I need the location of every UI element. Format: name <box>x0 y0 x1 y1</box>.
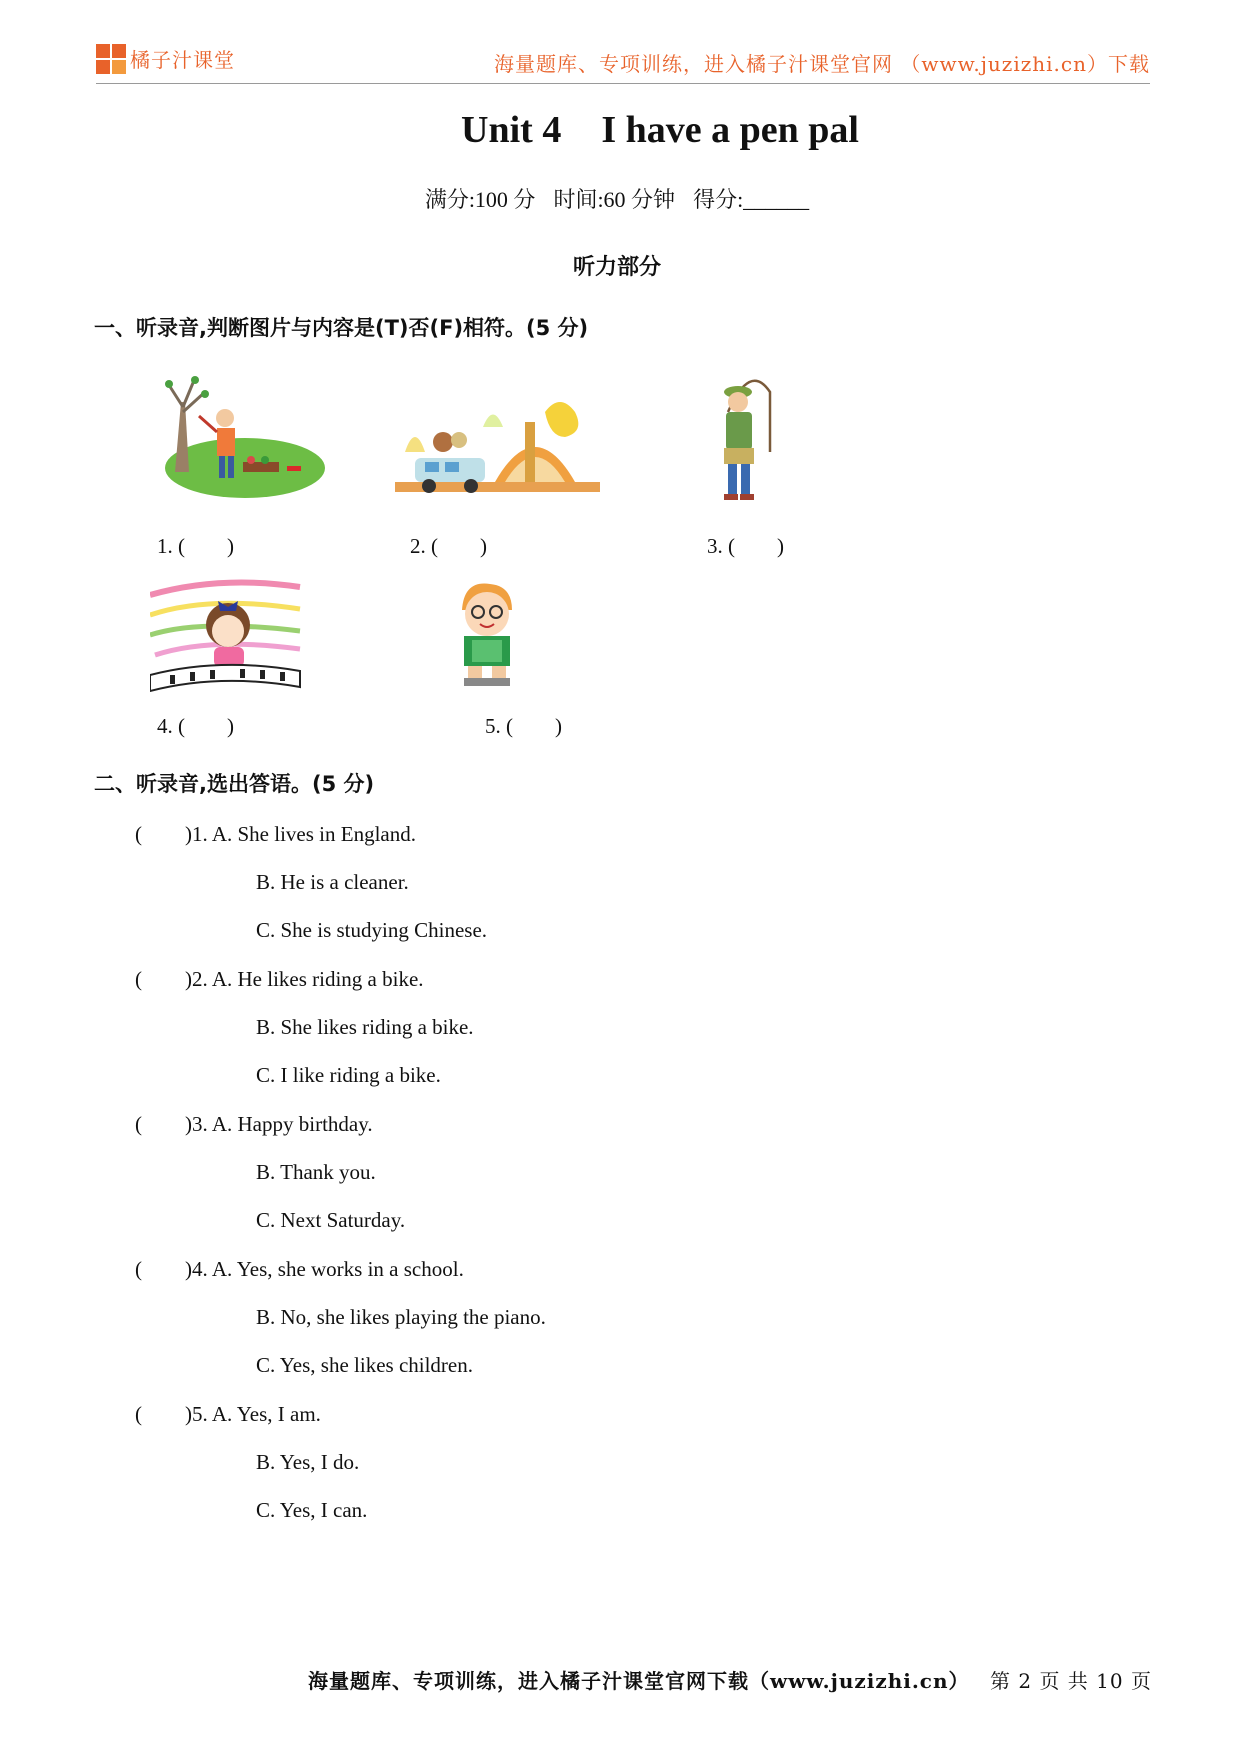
page-title <box>0 108 1240 152</box>
header-divider <box>96 83 1150 84</box>
part1-heading: 一、听录音,判断图片与内容是(T)否(F)相符。(5 分) <box>94 316 589 340</box>
question-4-bracket: ( <box>135 1257 142 1281</box>
gardening-picture-icon <box>155 372 325 502</box>
part2-heading: 二、听录音,选出答语。(5 分) <box>94 772 375 796</box>
picture-4-answer: 4. ( ) <box>157 714 234 738</box>
question-2-option-c: C. I like riding a bike. <box>256 1063 441 1087</box>
full-score: 满分:100 分 <box>424 187 536 212</box>
page-number: 第 2 页 共 10 页 <box>990 1669 1152 1693</box>
picture-1-answer: 1. ( ) <box>157 534 234 558</box>
question-4-option-a: )4. A. Yes, she works in a school. <box>185 1257 464 1281</box>
question-5-option-c: C. Yes, I can. <box>256 1498 368 1522</box>
question-2-bracket: ( <box>135 967 142 991</box>
question-5-bracket: ( <box>135 1402 142 1426</box>
question-5-option-a: )5. A. Yes, I am. <box>185 1402 321 1426</box>
footer-text: 海量题库、专项训练，进入橘子汁课堂官网下载（www.juzizhi.cn） <box>308 1669 970 1693</box>
question-1-option-b: B. He is a cleaner. <box>256 870 409 894</box>
reading-boy-picture-icon <box>450 580 525 690</box>
question-4-option-c: C. Yes, she likes children. <box>256 1353 473 1377</box>
question-3-option-c: C. Next Saturday. <box>256 1208 406 1232</box>
question-3-option-b: B. Thank you. <box>256 1160 376 1184</box>
question-3-bracket: ( <box>135 1112 142 1136</box>
logo-text: 橘子汁课堂 <box>130 48 235 72</box>
section-heading: 听力部分 <box>572 255 661 280</box>
model-toys-picture-icon <box>395 392 605 502</box>
question-2-option-a: )2. A. He likes riding a bike. <box>185 967 424 991</box>
piano-girl-picture-icon <box>150 575 305 695</box>
question-1-option-c: C. She is studying Chinese. <box>256 918 488 942</box>
fishing-boy-picture-icon <box>710 372 790 507</box>
title-name: I have a pen pal <box>601 109 859 151</box>
question-1-option-a: )1. A. She lives in England. <box>185 822 416 846</box>
header-slogan: 海量题库、专项训练，进入橘子汁课堂官网 （www.juzizhi.cn）下载 <box>494 52 1150 76</box>
question-3-option-a: )3. A. Happy birthday. <box>185 1112 373 1136</box>
score-blank: 得分:______ <box>693 187 810 212</box>
title-unit: Unit 4 <box>461 109 562 151</box>
question-1 <box>135 822 416 847</box>
picture-5-answer: 5. ( ) <box>485 714 562 738</box>
time-limit: 时间:60 分钟 <box>553 187 676 212</box>
picture-3-answer: 3. ( ) <box>707 534 784 558</box>
logo-icon <box>96 44 126 74</box>
question-1-bracket: ( <box>135 822 142 846</box>
question-2 <box>135 967 424 992</box>
question-2-option-b: B. She likes riding a bike. <box>256 1015 474 1039</box>
picture-2-answer: 2. ( ) <box>410 534 487 558</box>
question-4-option-b: B. No, she likes playing the piano. <box>256 1305 546 1329</box>
question-4 <box>135 1257 464 1282</box>
exam-info <box>0 183 1234 214</box>
question-5 <box>135 1402 321 1427</box>
question-3 <box>135 1112 373 1137</box>
question-5-option-b: B. Yes, I do. <box>256 1450 360 1474</box>
